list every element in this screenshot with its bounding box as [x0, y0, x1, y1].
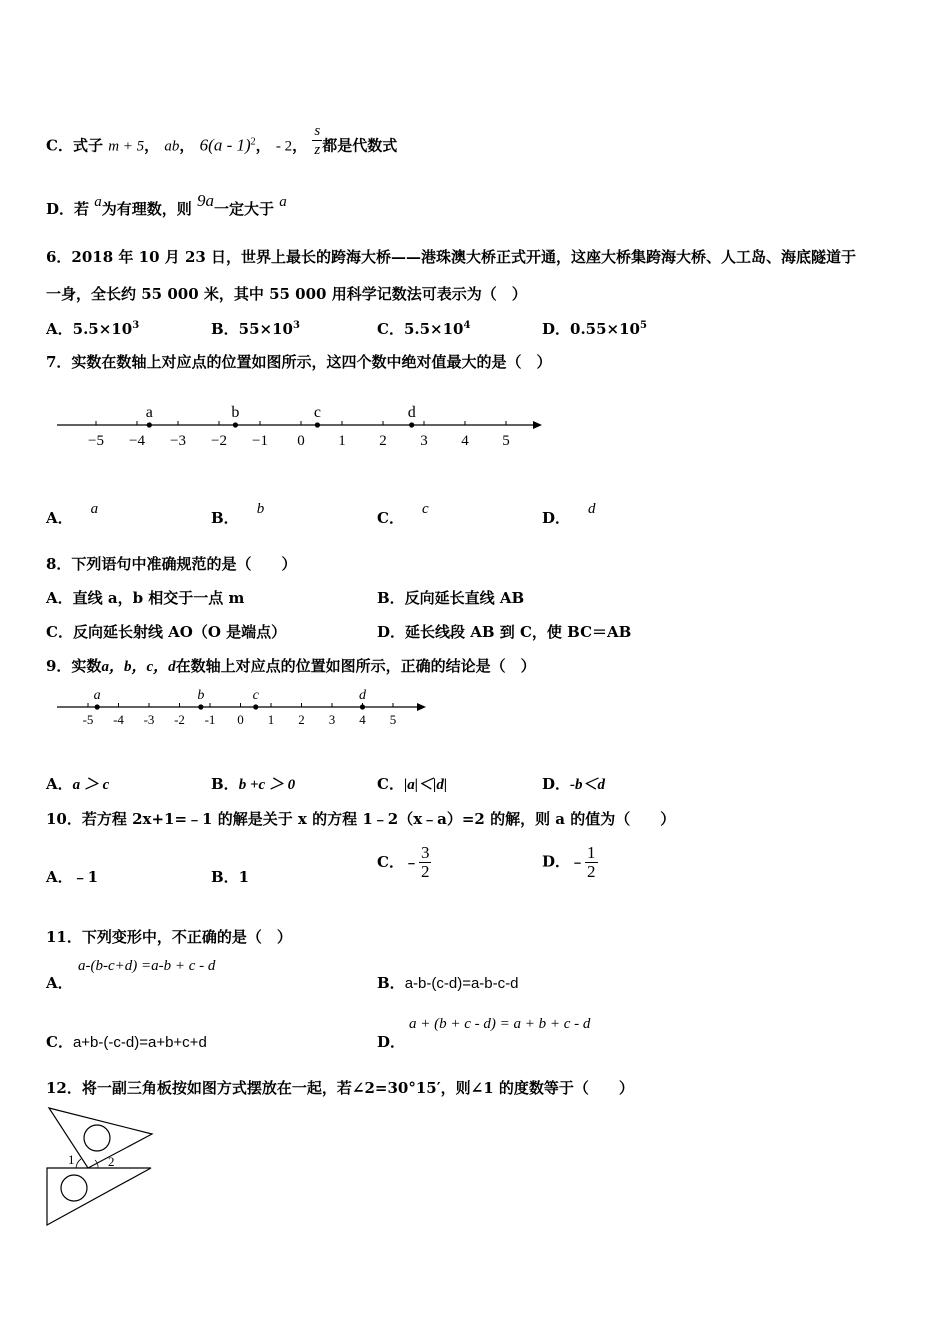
q7-text: 7．实数在数轴上对应点的位置如图所示，这四个数中绝对值最大的是（ ）: [46, 353, 552, 371]
q11-opta-label: A．: [46, 974, 73, 992]
q7-tick-label: −4: [129, 433, 145, 449]
q9-point-b: [198, 704, 203, 709]
q7-axis-arrow: [533, 421, 542, 429]
q9-point-label: c: [252, 688, 259, 703]
lower-circle: [61, 1175, 87, 1201]
q6-text-line1: 6．2018 年 10 月 23 日，世界上最长的跨海大桥——港珠澳大桥正式开通，这座大桥集跨海大桥、人工岛、海底隧道于: [46, 248, 857, 266]
q8-option-a[interactable]: A．直线 a，b 相交于一点 m: [46, 589, 245, 607]
q9-option-b[interactable]: [211, 773, 295, 794]
q9-tick-label: -5: [82, 712, 94, 727]
q5-option-c: [46, 123, 398, 165]
q9-axis-arrow: [417, 703, 426, 711]
q7-tick-label: 3: [420, 433, 428, 449]
q9-tick-label: 1: [267, 712, 275, 727]
q5-optc-tail: 都是代数式: [322, 136, 398, 155]
q9-tick-label: 5: [389, 712, 397, 727]
q5-sep: ，: [179, 136, 195, 155]
q9-tick-label: 4: [359, 712, 366, 727]
q6-option-b[interactable]: [211, 318, 300, 339]
q7-tick-label: 5: [502, 433, 510, 449]
q7-option-value: c: [421, 501, 429, 517]
q7-tick-label: 0: [297, 433, 305, 449]
q10-optd-num: 1: [587, 843, 596, 862]
q9-point-c: [253, 704, 258, 709]
q6-option-d[interactable]: [542, 318, 647, 339]
q9-option-label: B．: [211, 775, 239, 793]
q9-point-label: d: [359, 688, 366, 703]
q10-option-c[interactable]: [377, 844, 431, 881]
q7-option-label: D．: [542, 509, 571, 527]
q7-tick-label: 4: [461, 433, 469, 449]
q9-option-value: |a|＜|d|: [403, 777, 448, 793]
q11-optc-expr: a+b-(-c-d)=a+b+c+d: [72, 1034, 207, 1051]
q9-option-label: C．: [377, 775, 404, 793]
q9-tick-label: -3: [143, 712, 155, 727]
angle-arc-1: [76, 1159, 81, 1168]
q7-option-value: d: [588, 501, 596, 517]
q5-optd-mid2: 一定大于: [214, 200, 275, 218]
q9-text-suffix: 在数轴上对应点的位置如图所示，正确的结论是（ ）: [175, 657, 536, 675]
q7-point-b: [233, 422, 238, 427]
q10-option-d[interactable]: [542, 844, 598, 881]
q9-tick-label: 0: [237, 712, 244, 727]
q9-text-vars: a，b，c，d: [101, 659, 176, 675]
q11-optd-expr: a + (b + c - d) = a + b + c - d: [409, 1016, 591, 1032]
q7-option-label: C．: [377, 509, 404, 527]
q7-option-d[interactable]: [542, 501, 596, 528]
q6-option-a[interactable]: [46, 318, 139, 339]
q10-optc-num: 3: [420, 843, 430, 862]
q7-tick-label: −2: [211, 433, 227, 449]
q9-point-label: a: [93, 688, 101, 703]
q6-option-label: C．5.5×10: [377, 320, 464, 338]
q9-option-label: D．: [542, 775, 571, 793]
q7-option-label: A．: [46, 509, 73, 527]
q5-optd-mid: 为有理数，则: [101, 200, 192, 218]
q9-option-d[interactable]: [542, 773, 605, 794]
q5-option-d: [46, 191, 287, 219]
q9-text-prefix: 9．实数: [46, 657, 102, 675]
q11-optc-label: C．: [46, 1033, 73, 1051]
q5-sep: ，: [255, 136, 271, 155]
q11-optd-label: D．: [377, 1033, 406, 1051]
q9-point-d: [360, 704, 365, 709]
q9-tick-label: 3: [328, 712, 336, 727]
q9-number-line: [55, 688, 435, 732]
q9-option-a[interactable]: [46, 773, 109, 794]
q6-text-line2: 一身，全长约 55 000 米，其中 55 000 用科学记数法可表示为（ ）: [46, 285, 527, 303]
q10-option-b[interactable]: B．1: [211, 868, 250, 886]
q8-option-d[interactable]: D．延长线段 AB 到 C，使 BC＝AB: [377, 623, 632, 641]
q8-option-b[interactable]: B．反向延长直线 AB: [377, 589, 525, 607]
q7-point-label: b: [231, 404, 240, 421]
q7-option-label: B．: [211, 509, 239, 527]
upper-triangle: [49, 1108, 152, 1168]
q9-tick-label: -4: [113, 712, 124, 727]
q10-option-a[interactable]: A．﹣1: [46, 868, 99, 886]
q9-point-label: b: [197, 688, 205, 703]
q6-option-label: D．0.55×10: [542, 320, 640, 338]
q7-option-value: a: [90, 501, 99, 517]
q5-optd-a2: a: [279, 194, 287, 210]
q10-optc-den: 2: [420, 862, 430, 881]
q6-option-label: A．5.5×10: [46, 320, 133, 338]
q9-text: [46, 655, 536, 676]
q8-option-c[interactable]: C．反向延长射线 AO（O 是端点）: [46, 623, 287, 641]
q11-option-b[interactable]: [377, 972, 518, 993]
q9-point-a: [95, 704, 100, 709]
q12-triangle-figure: [44, 1104, 164, 1234]
q5-expr-m5: m + 5: [108, 138, 145, 155]
q7-point-label: d: [407, 404, 416, 421]
q7-tick-label: 2: [379, 433, 387, 449]
q9-option-value: a ＞ c: [72, 777, 110, 793]
q5-expr-ab: ab: [164, 138, 180, 155]
q5-frac-den: z: [314, 142, 321, 158]
angle-1-label: 1: [68, 1152, 75, 1167]
q7-point-a: [147, 422, 152, 427]
q11-optb-expr: a-b-(c-d)=a-b-c-d: [404, 975, 519, 992]
q12-text: 12．将一副三角板按如图方式摆放在一起，若∠2=30°15′，则∠1 的度数等于（ ）: [46, 1079, 634, 1097]
upper-circle: [84, 1125, 110, 1151]
q9-option-label: A．: [46, 775, 73, 793]
q9-tick-label: -2: [174, 712, 185, 727]
q7-point-d: [409, 422, 414, 427]
q5-optc-label: C．式子: [46, 136, 103, 155]
q7-option-b[interactable]: [211, 501, 265, 528]
q7-tick-label: −5: [88, 433, 104, 449]
q9-option-value: -b＜d: [570, 777, 606, 793]
q7-tick-label: −3: [170, 433, 186, 449]
q11-option-c[interactable]: [46, 1031, 207, 1052]
q6-option-exponent: 4: [463, 320, 471, 331]
q11-optb-label: B．: [377, 974, 405, 992]
q7-number-line: [55, 400, 555, 450]
q5-fraction-s-z: [312, 122, 322, 159]
q6-option-exponent: 3: [293, 320, 300, 331]
q10-optd-label: D．﹣: [542, 852, 586, 871]
q5-sep: ，: [292, 136, 308, 155]
q6-option-exponent: 3: [132, 320, 140, 331]
q7-point-label: c: [313, 404, 321, 421]
q5-expr-neg2: - 2: [275, 138, 293, 155]
q10-text: 10．若方程 2x+1=﹣1 的解是关于 x 的方程 1﹣2（x﹣a）=2 的解，则 a 的值为（ ）: [46, 810, 676, 828]
q10-optc-label: C．﹣: [377, 852, 419, 871]
q11-opta-expr: a-(b-c+d) =a-b + c - d: [78, 958, 216, 974]
lower-triangle: [47, 1168, 151, 1225]
q7-tick-label: −1: [252, 433, 268, 449]
q5-sep: ，: [144, 136, 160, 155]
q5-expr-sup: 2: [250, 136, 256, 148]
q6-option-c[interactable]: [377, 318, 470, 339]
q10-optc-fraction: [419, 844, 432, 881]
q5-frac-num: s: [314, 123, 321, 139]
q5-optd-label: D．若: [46, 200, 90, 218]
q6-option-exponent: 5: [639, 320, 647, 331]
q7-point-c: [315, 422, 320, 427]
q9-option-value: b +c ＞ 0: [238, 777, 296, 793]
q7-point-label: a: [145, 404, 153, 421]
q10-optd-den: 2: [587, 862, 596, 881]
q7-option-a[interactable]: [46, 501, 99, 528]
q9-tick-label: 2: [298, 712, 305, 727]
q11-text: 11．下列变形中，不正确的是（ ）: [46, 928, 292, 946]
q5-optd-a: a: [94, 194, 102, 210]
q9-tick-label: -1: [204, 712, 216, 727]
q7-option-value: b: [256, 501, 265, 517]
q6-option-label: B．55×10: [211, 320, 293, 338]
angle-2-label: 2: [108, 1154, 115, 1169]
q7-tick-label: 1: [338, 433, 346, 449]
q10-optd-fraction: [585, 844, 598, 881]
q8-text: 8．下列语句中准确规范的是（ ）: [46, 555, 297, 573]
q7-option-c[interactable]: [377, 501, 429, 528]
q5-optd-9a: 9a: [197, 191, 214, 210]
q9-option-c[interactable]: [377, 773, 447, 794]
q5-expr-6a1: 6(a - 1): [199, 135, 251, 155]
